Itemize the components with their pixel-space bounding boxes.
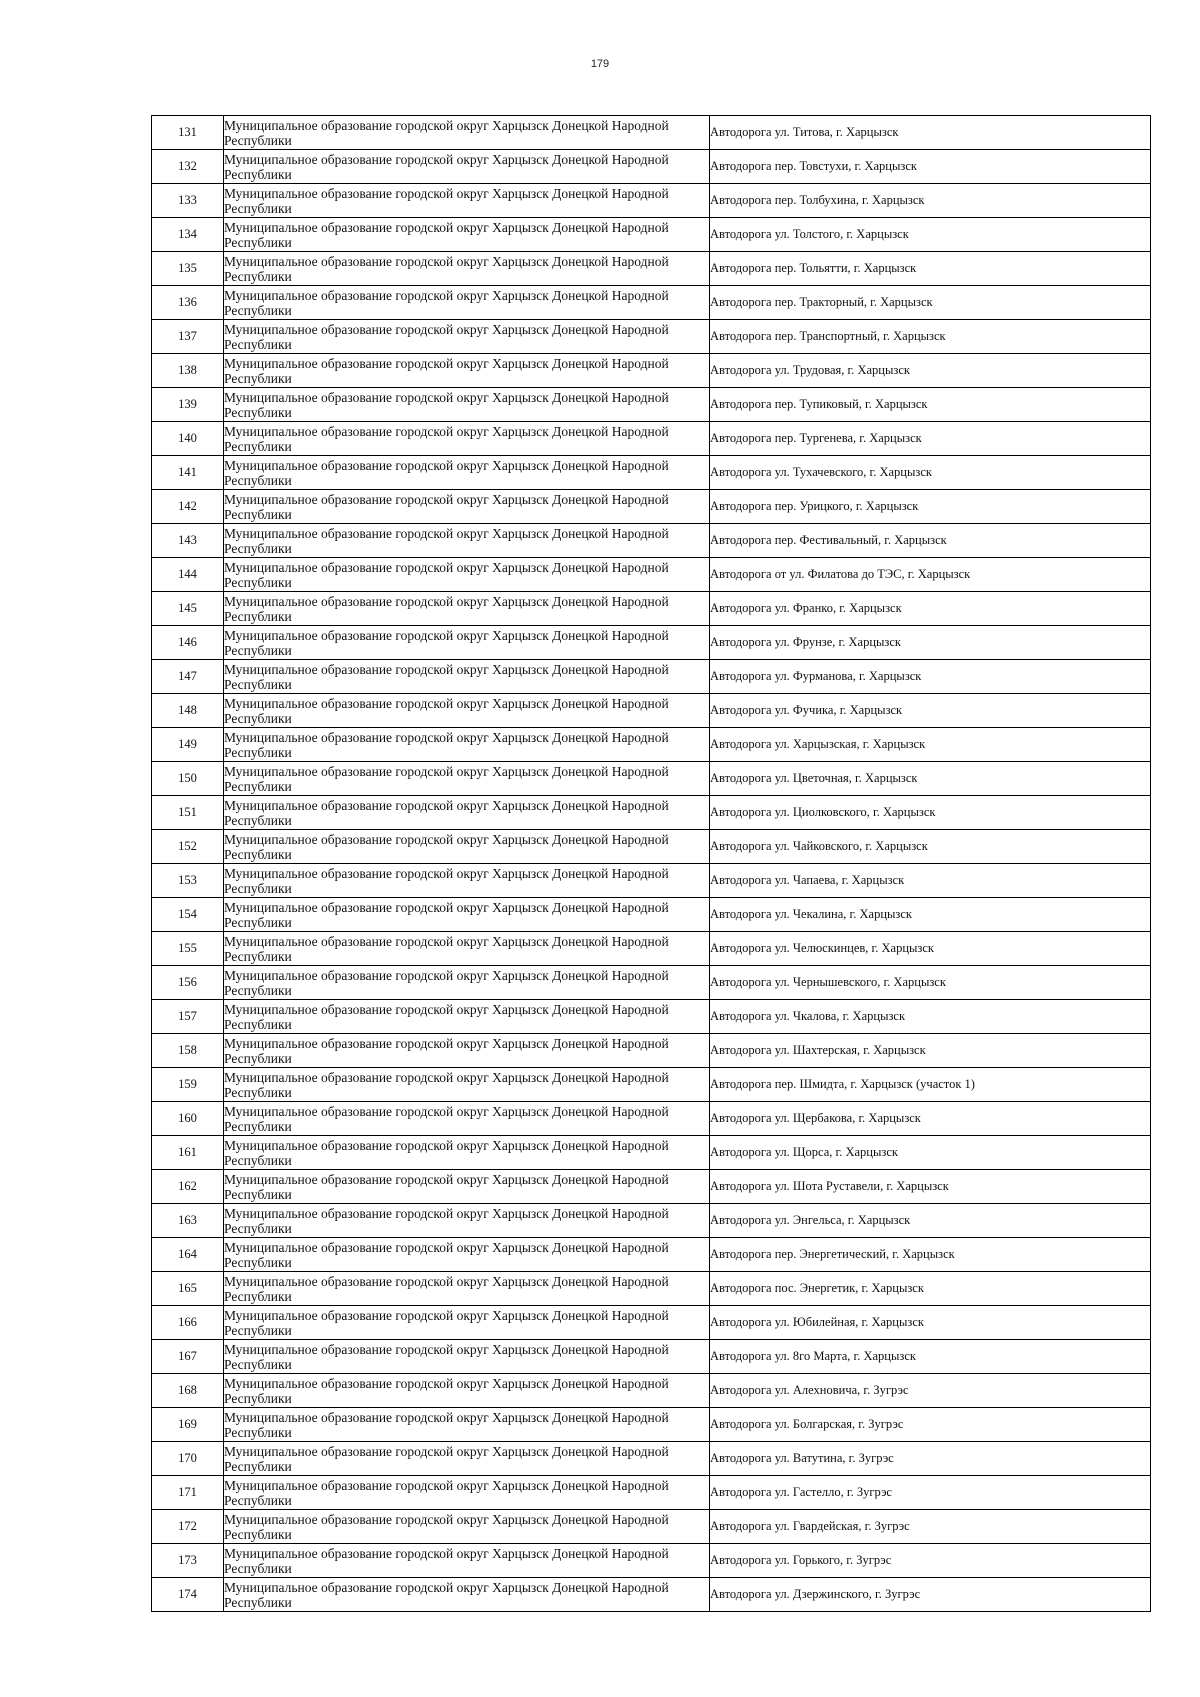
object-cell: Автодорога ул. Франко, г. Харцызск bbox=[710, 592, 1151, 626]
object-cell: Автодорога от ул. Филатова до ТЭС, г. Харцызск bbox=[710, 558, 1151, 592]
object-cell: Автодорога ул. Щорса, г. Харцызск bbox=[710, 1136, 1151, 1170]
table-row bbox=[152, 762, 1151, 796]
row-number-cell: 171 bbox=[152, 1476, 224, 1510]
owner-cell: Муниципальное образование городской округ Харцызск Донецкой Народной Республики bbox=[224, 796, 710, 830]
table-row bbox=[152, 558, 1151, 592]
owner-cell: Муниципальное образование городской округ Харцызск Донецкой Народной Республики bbox=[224, 388, 710, 422]
owner-cell: Муниципальное образование городской округ Харцызск Донецкой Народной Республики bbox=[224, 320, 710, 354]
object-cell: Автодорога пер. Товстухи, г. Харцызск bbox=[710, 150, 1151, 184]
owner-cell: Муниципальное образование городской округ Харцызск Донецкой Народной Республики bbox=[224, 1238, 710, 1272]
object-cell: Автодорога ул. Цветочная, г. Харцызск bbox=[710, 762, 1151, 796]
row-number-cell: 150 bbox=[152, 762, 224, 796]
row-number-cell: 148 bbox=[152, 694, 224, 728]
owner-cell: Муниципальное образование городской округ Харцызск Донецкой Народной Республики bbox=[224, 150, 710, 184]
table-row bbox=[152, 592, 1151, 626]
table-row bbox=[152, 966, 1151, 1000]
row-number-cell: 165 bbox=[152, 1272, 224, 1306]
row-number-cell: 166 bbox=[152, 1306, 224, 1340]
table-row bbox=[152, 1068, 1151, 1102]
table-row bbox=[152, 864, 1151, 898]
owner-cell: Муниципальное образование городской округ Харцызск Донецкой Народной Республики bbox=[224, 490, 710, 524]
table-row bbox=[152, 252, 1151, 286]
row-number-cell: 155 bbox=[152, 932, 224, 966]
row-number-cell: 158 bbox=[152, 1034, 224, 1068]
object-cell: Автодорога ул. Ватутина, г. Зугрэс bbox=[710, 1442, 1151, 1476]
table-row bbox=[152, 1340, 1151, 1374]
owner-cell: Муниципальное образование городской округ Харцызск Донецкой Народной Республики bbox=[224, 456, 710, 490]
owner-cell: Муниципальное образование городской округ Харцызск Донецкой Народной Республики bbox=[224, 1136, 710, 1170]
owner-cell: Муниципальное образование городской округ Харцызск Донецкой Народной Республики bbox=[224, 1544, 710, 1578]
owner-cell: Муниципальное образование городской округ Харцызск Донецкой Народной Республики bbox=[224, 286, 710, 320]
table-row bbox=[152, 524, 1151, 558]
object-cell: Автодорога ул. Гастелло, г. Зугрэс bbox=[710, 1476, 1151, 1510]
owner-cell: Муниципальное образование городской округ Харцызск Донецкой Народной Республики bbox=[224, 966, 710, 1000]
row-number-cell: 142 bbox=[152, 490, 224, 524]
object-cell: Автодорога ул. 8го Марта, г. Харцызск bbox=[710, 1340, 1151, 1374]
row-number-cell: 162 bbox=[152, 1170, 224, 1204]
table-row bbox=[152, 1476, 1151, 1510]
row-number-cell: 137 bbox=[152, 320, 224, 354]
owner-cell: Муниципальное образование городской округ Харцызск Донецкой Народной Республики bbox=[224, 762, 710, 796]
table-row bbox=[152, 830, 1151, 864]
row-number-cell: 133 bbox=[152, 184, 224, 218]
row-number-cell: 170 bbox=[152, 1442, 224, 1476]
table-row bbox=[152, 1306, 1151, 1340]
table-row bbox=[152, 1204, 1151, 1238]
table-row bbox=[152, 456, 1151, 490]
object-cell: Автодорога пер. Тургенева, г. Харцызск bbox=[710, 422, 1151, 456]
object-cell: Автодорога ул. Чкалова, г. Харцызск bbox=[710, 1000, 1151, 1034]
owner-cell: Муниципальное образование городской округ Харцызск Донецкой Народной Республики bbox=[224, 1034, 710, 1068]
table-row bbox=[152, 150, 1151, 184]
row-number-cell: 164 bbox=[152, 1238, 224, 1272]
object-cell: Автодорога ул. Энгельса, г. Харцызск bbox=[710, 1204, 1151, 1238]
table-row bbox=[152, 320, 1151, 354]
row-number-cell: 145 bbox=[152, 592, 224, 626]
object-cell: Автодорога пер. Фестивальный, г. Харцызск bbox=[710, 524, 1151, 558]
object-cell: Автодорога пер. Шмидта, г. Харцызск (участок 1) bbox=[710, 1068, 1151, 1102]
object-cell: Автодорога ул. Титова, г. Харцызск bbox=[710, 116, 1151, 150]
table-row bbox=[152, 660, 1151, 694]
table-row bbox=[152, 1510, 1151, 1544]
owner-cell: Муниципальное образование городской округ Харцызск Донецкой Народной Республики bbox=[224, 592, 710, 626]
table-row bbox=[152, 1034, 1151, 1068]
table-row bbox=[152, 898, 1151, 932]
table-row bbox=[152, 1374, 1151, 1408]
owner-cell: Муниципальное образование городской округ Харцызск Донецкой Народной Республики bbox=[224, 728, 710, 762]
owner-cell: Муниципальное образование городской округ Харцызск Донецкой Народной Республики bbox=[224, 1306, 710, 1340]
table-row bbox=[152, 490, 1151, 524]
object-cell: Автодорога ул. Челюскинцев, г. Харцызск bbox=[710, 932, 1151, 966]
object-cell: Автодорога пер. Толбухина, г. Харцызск bbox=[710, 184, 1151, 218]
object-cell: Автодорога ул. Харцызская, г. Харцызск bbox=[710, 728, 1151, 762]
object-cell: Автодорога ул. Чекалина, г. Харцызск bbox=[710, 898, 1151, 932]
page-number: 179 bbox=[590, 58, 610, 70]
object-cell: Автодорога пер. Тупиковый, г. Харцызск bbox=[710, 388, 1151, 422]
table-row bbox=[152, 1170, 1151, 1204]
row-number-cell: 154 bbox=[152, 898, 224, 932]
owner-cell: Муниципальное образование городской округ Харцызск Донецкой Народной Республики bbox=[224, 932, 710, 966]
object-cell: Автодорога ул. Чернышевского, г. Харцызск bbox=[710, 966, 1151, 1000]
row-number-cell: 151 bbox=[152, 796, 224, 830]
owner-cell: Муниципальное образование городской округ Харцызск Донецкой Народной Республики bbox=[224, 354, 710, 388]
registry-table bbox=[151, 115, 1151, 1612]
table-row bbox=[152, 1408, 1151, 1442]
row-number-cell: 146 bbox=[152, 626, 224, 660]
row-number-cell: 172 bbox=[152, 1510, 224, 1544]
owner-cell: Муниципальное образование городской округ Харцызск Донецкой Народной Республики bbox=[224, 116, 710, 150]
table-row bbox=[152, 728, 1151, 762]
object-cell: Автодорога пер. Транспортный, г. Харцызск bbox=[710, 320, 1151, 354]
table-row bbox=[152, 388, 1151, 422]
row-number-cell: 173 bbox=[152, 1544, 224, 1578]
owner-cell: Муниципальное образование городской округ Харцызск Донецкой Народной Республики bbox=[224, 252, 710, 286]
row-number-cell: 131 bbox=[152, 116, 224, 150]
object-cell: Автодорога пер. Урицкого, г. Харцызск bbox=[710, 490, 1151, 524]
table-row bbox=[152, 626, 1151, 660]
row-number-cell: 157 bbox=[152, 1000, 224, 1034]
row-number-cell: 136 bbox=[152, 286, 224, 320]
owner-cell: Муниципальное образование городской округ Харцызск Донецкой Народной Республики bbox=[224, 898, 710, 932]
row-number-cell: 167 bbox=[152, 1340, 224, 1374]
row-number-cell: 149 bbox=[152, 728, 224, 762]
table-row bbox=[152, 1442, 1151, 1476]
row-number-cell: 135 bbox=[152, 252, 224, 286]
owner-cell: Муниципальное образование городской округ Харцызск Донецкой Народной Республики bbox=[224, 1204, 710, 1238]
object-cell: Автодорога ул. Фрунзе, г. Харцызск bbox=[710, 626, 1151, 660]
row-number-cell: 161 bbox=[152, 1136, 224, 1170]
owner-cell: Муниципальное образование городской округ Харцызск Донецкой Народной Республики bbox=[224, 184, 710, 218]
object-cell: Автодорога ул. Фурманова, г. Харцызск bbox=[710, 660, 1151, 694]
object-cell: Автодорога ул. Циолковского, г. Харцызск bbox=[710, 796, 1151, 830]
owner-cell: Муниципальное образование городской округ Харцызск Донецкой Народной Республики bbox=[224, 524, 710, 558]
table-row bbox=[152, 1000, 1151, 1034]
owner-cell: Муниципальное образование городской округ Харцызск Донецкой Народной Республики bbox=[224, 1476, 710, 1510]
row-number-cell: 163 bbox=[152, 1204, 224, 1238]
row-number-cell: 144 bbox=[152, 558, 224, 592]
object-cell: Автодорога пер. Энергетический, г. Харцызск bbox=[710, 1238, 1151, 1272]
owner-cell: Муниципальное образование городской округ Харцызск Донецкой Народной Республики bbox=[224, 830, 710, 864]
object-cell: Автодорога ул. Чапаева, г. Харцызск bbox=[710, 864, 1151, 898]
object-cell: Автодорога ул. Трудовая, г. Харцызск bbox=[710, 354, 1151, 388]
owner-cell: Муниципальное образование городской округ Харцызск Донецкой Народной Республики bbox=[224, 1102, 710, 1136]
object-cell: Автодорога ул. Алехновича, г. Зугрэс bbox=[710, 1374, 1151, 1408]
owner-cell: Муниципальное образование городской округ Харцызск Донецкой Народной Республики bbox=[224, 1068, 710, 1102]
row-number-cell: 168 bbox=[152, 1374, 224, 1408]
row-number-cell: 139 bbox=[152, 388, 224, 422]
row-number-cell: 156 bbox=[152, 966, 224, 1000]
owner-cell: Муниципальное образование городской округ Харцызск Донецкой Народной Республики bbox=[224, 218, 710, 252]
owner-cell: Муниципальное образование городской округ Харцызск Донецкой Народной Республики bbox=[224, 1408, 710, 1442]
owner-cell: Муниципальное образование городской округ Харцызск Донецкой Народной Республики bbox=[224, 626, 710, 660]
row-number-cell: 140 bbox=[152, 422, 224, 456]
table-row bbox=[152, 694, 1151, 728]
object-cell: Автодорога пос. Энергетик, г. Харцызск bbox=[710, 1272, 1151, 1306]
table-row bbox=[152, 218, 1151, 252]
object-cell: Автодорога ул. Гвардейская, г. Зугрэс bbox=[710, 1510, 1151, 1544]
object-cell: Автодорога ул. Горького, г. Зугрэс bbox=[710, 1544, 1151, 1578]
table-row bbox=[152, 1238, 1151, 1272]
owner-cell: Муниципальное образование городской округ Харцызск Донецкой Народной Республики bbox=[224, 864, 710, 898]
table-row bbox=[152, 184, 1151, 218]
owner-cell: Муниципальное образование городской округ Харцызск Донецкой Народной Республики bbox=[224, 1578, 710, 1612]
table-row bbox=[152, 1102, 1151, 1136]
row-number-cell: 152 bbox=[152, 830, 224, 864]
table-row bbox=[152, 286, 1151, 320]
table-row bbox=[152, 932, 1151, 966]
owner-cell: Муниципальное образование городской округ Харцызск Донецкой Народной Республики bbox=[224, 1510, 710, 1544]
row-number-cell: 132 bbox=[152, 150, 224, 184]
table-row bbox=[152, 116, 1151, 150]
table-row bbox=[152, 1272, 1151, 1306]
owner-cell: Муниципальное образование городской округ Харцызск Донецкой Народной Республики bbox=[224, 694, 710, 728]
row-number-cell: 134 bbox=[152, 218, 224, 252]
row-number-cell: 143 bbox=[152, 524, 224, 558]
row-number-cell: 174 bbox=[152, 1578, 224, 1612]
table-row bbox=[152, 1544, 1151, 1578]
object-cell: Автодорога пер. Тракторный, г. Харцызск bbox=[710, 286, 1151, 320]
object-cell: Автодорога ул. Тухачевского, г. Харцызск bbox=[710, 456, 1151, 490]
owner-cell: Муниципальное образование городской округ Харцызск Донецкой Народной Республики bbox=[224, 660, 710, 694]
registry-table-body bbox=[152, 116, 1151, 1612]
owner-cell: Муниципальное образование городской округ Харцызск Донецкой Народной Республики bbox=[224, 1000, 710, 1034]
object-cell: Автодорога ул. Шахтерская, г. Харцызск bbox=[710, 1034, 1151, 1068]
owner-cell: Муниципальное образование городской округ Харцызск Донецкой Народной Республики bbox=[224, 1442, 710, 1476]
table-row bbox=[152, 1578, 1151, 1612]
owner-cell: Муниципальное образование городской округ Харцызск Донецкой Народной Республики bbox=[224, 1374, 710, 1408]
owner-cell: Муниципальное образование городской округ Харцызск Донецкой Народной Республики bbox=[224, 558, 710, 592]
table-row bbox=[152, 422, 1151, 456]
object-cell: Автодорога ул. Чайковского, г. Харцызск bbox=[710, 830, 1151, 864]
object-cell: Автодорога ул. Толстого, г. Харцызск bbox=[710, 218, 1151, 252]
object-cell: Автодорога ул. Щербакова, г. Харцызск bbox=[710, 1102, 1151, 1136]
object-cell: Автодорога ул. Фучика, г. Харцызск bbox=[710, 694, 1151, 728]
row-number-cell: 138 bbox=[152, 354, 224, 388]
row-number-cell: 153 bbox=[152, 864, 224, 898]
row-number-cell: 169 bbox=[152, 1408, 224, 1442]
row-number-cell: 141 bbox=[152, 456, 224, 490]
row-number-cell: 159 bbox=[152, 1068, 224, 1102]
object-cell: Автодорога пер. Тольятти, г. Харцызск bbox=[710, 252, 1151, 286]
row-number-cell: 147 bbox=[152, 660, 224, 694]
object-cell: Автодорога ул. Дзержинского, г. Зугрэс bbox=[710, 1578, 1151, 1612]
owner-cell: Муниципальное образование городской округ Харцызск Донецкой Народной Республики bbox=[224, 1272, 710, 1306]
table-row bbox=[152, 354, 1151, 388]
row-number-cell: 160 bbox=[152, 1102, 224, 1136]
object-cell: Автодорога ул. Шота Руставели, г. Харцызск bbox=[710, 1170, 1151, 1204]
owner-cell: Муниципальное образование городской округ Харцызск Донецкой Народной Республики bbox=[224, 422, 710, 456]
table-row bbox=[152, 796, 1151, 830]
owner-cell: Муниципальное образование городской округ Харцызск Донецкой Народной Республики bbox=[224, 1340, 710, 1374]
object-cell: Автодорога ул. Болгарская, г. Зугрэс bbox=[710, 1408, 1151, 1442]
owner-cell: Муниципальное образование городской округ Харцызск Донецкой Народной Республики bbox=[224, 1170, 710, 1204]
object-cell: Автодорога ул. Юбилейная, г. Харцызск bbox=[710, 1306, 1151, 1340]
table-row bbox=[152, 1136, 1151, 1170]
